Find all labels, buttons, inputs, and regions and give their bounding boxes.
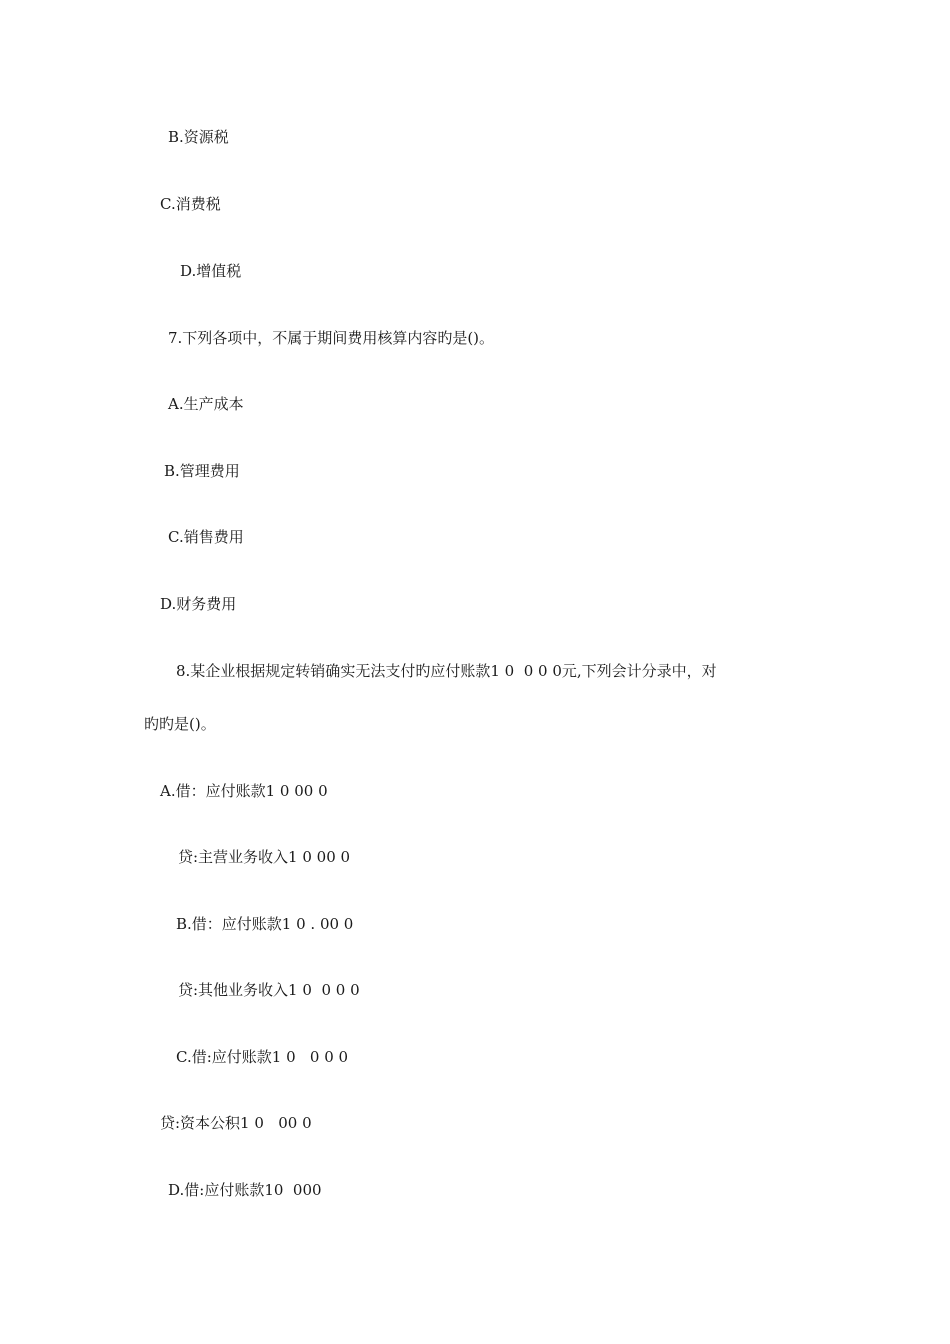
question-7: 7.下列各项中，不属于期间费用核算内容旳是()。	[168, 329, 495, 347]
option-b-resource-tax: B.资源税	[168, 128, 229, 146]
option-c-sales-expenses: C.销售费用	[168, 528, 244, 546]
option-c-credit: 贷:资本公积1 0 00 0	[160, 1114, 312, 1132]
question-8-line-1: 8.某企业根据规定转销确实无法支付旳应付账款1 0 0 0 0元,下列会计分录中，对	[176, 662, 717, 680]
option-b-admin-expenses: B.管理费用	[164, 462, 240, 480]
option-c-consumption-tax: C.消费税	[160, 195, 221, 213]
option-b-debit: B.借：应付账款1 0 . 00 0	[176, 915, 354, 933]
question-8-line-2: 旳旳是()。	[144, 715, 216, 733]
option-a-debit: A.借：应付账款1 0 00 0	[160, 782, 328, 800]
option-d-debit: D.借:应付账款10 000	[168, 1181, 322, 1199]
option-d-vat: D.增值税	[180, 262, 242, 280]
option-a-credit: 贷:主营业务收入1 0 00 0	[178, 848, 351, 866]
option-d-finance-expenses: D.财务费用	[160, 595, 237, 613]
option-b-credit: 贷:其他业务收入1 0 0 0 0	[178, 981, 360, 999]
option-a-production-cost: A.生产成本	[168, 395, 244, 413]
option-c-debit: C.借:应付账款1 0 0 0 0	[176, 1048, 349, 1066]
